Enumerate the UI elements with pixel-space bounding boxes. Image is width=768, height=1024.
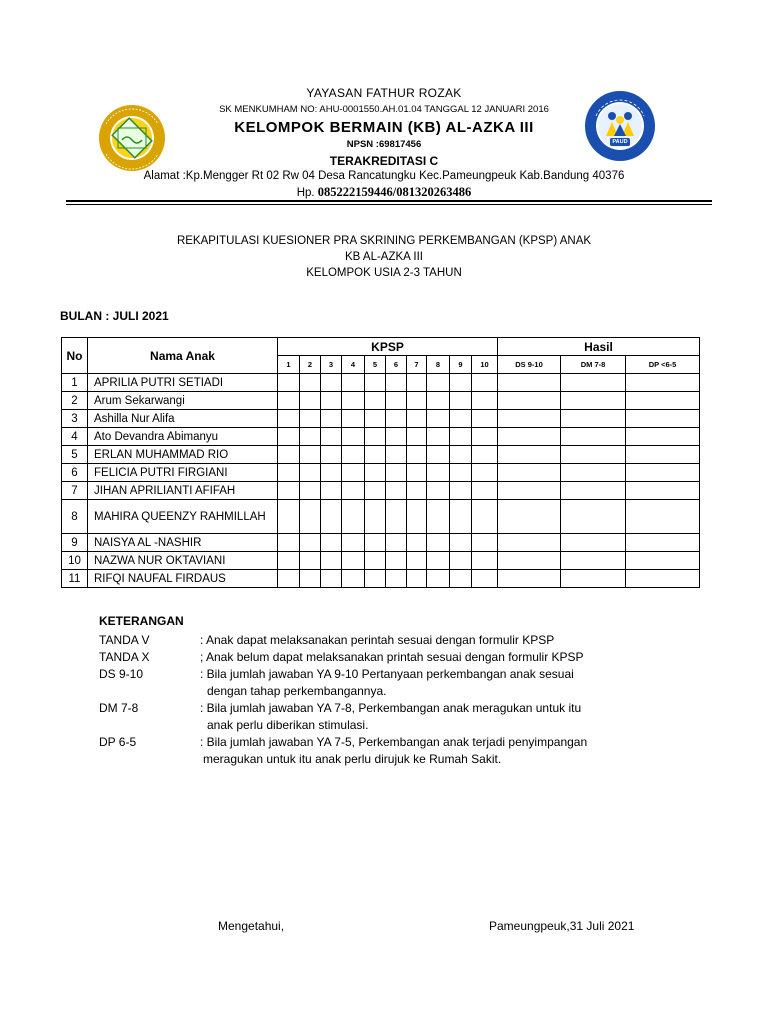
kpsp-cell — [472, 374, 498, 392]
kpsp-cell — [450, 410, 472, 428]
kpsp-cell — [342, 482, 365, 500]
kpsp-cell — [407, 552, 427, 570]
table-row — [62, 500, 700, 534]
hasil-dp: DP <6-5 — [626, 356, 700, 374]
kpsp-cell — [278, 500, 300, 534]
table-row — [62, 446, 700, 464]
hasil-cell — [626, 374, 700, 392]
note-text-continued: meragukan untuk itu anak perlu dirujuk ke Rumah Sakit. — [203, 752, 502, 766]
hasil-cell — [498, 482, 561, 500]
hasil-cell — [561, 410, 626, 428]
kpsp-cell — [278, 552, 300, 570]
note-label: DS 9-10 — [99, 667, 144, 681]
hasil-cell — [561, 392, 626, 410]
kpsp-cell — [321, 410, 342, 428]
kpsp-cell — [407, 500, 427, 534]
hasil-dm: DM 7-8 — [561, 356, 626, 374]
kpsp-cell — [450, 446, 472, 464]
header-divider-thin — [66, 204, 712, 205]
hasil-cell — [561, 534, 626, 552]
row-number: 5 — [62, 446, 88, 464]
note-text: : Anak dapat melaksanakan perintah sesuai dengan formulir KPSP — [200, 633, 555, 647]
hasil-cell — [626, 464, 700, 482]
note-item — [99, 700, 659, 734]
table-row — [62, 464, 700, 482]
kpsp-cell — [427, 464, 450, 482]
note-item — [99, 649, 659, 666]
kpsp-cell — [300, 482, 321, 500]
kpsp-cell — [407, 534, 427, 552]
child-name: ERLAN MUHAMMAD RIO — [88, 446, 278, 464]
note-text: : Bila jumlah jawaban YA 9-10 Pertanyaan perkembangan anak sesuai — [200, 667, 574, 681]
kpsp-cell — [450, 570, 472, 588]
kpsp-number: 1 — [278, 356, 300, 374]
kpsp-cell — [278, 482, 300, 500]
kpsp-cell — [450, 428, 472, 446]
kpsp-cell — [365, 500, 386, 534]
kpsp-cell — [300, 428, 321, 446]
hasil-cell — [561, 464, 626, 482]
child-name: NAISYA AL -NASHIR — [88, 534, 278, 552]
kpsp-cell — [278, 392, 300, 410]
note-text: ; Anak belum dapat melaksanakan printah sesuai dengan formulir KPSP — [200, 650, 584, 664]
hasil-cell — [561, 446, 626, 464]
row-number: 7 — [62, 482, 88, 500]
table-row — [62, 410, 700, 428]
place-date: Pameungpeuk,31 Juli 2021 — [489, 919, 635, 933]
kpsp-cell — [407, 482, 427, 500]
kpsp-cell — [386, 428, 407, 446]
kpsp-cell — [278, 446, 300, 464]
kpsp-cell — [342, 446, 365, 464]
kpsp-cell — [300, 464, 321, 482]
kpsp-cell — [472, 482, 498, 500]
kpsp-cell — [365, 534, 386, 552]
doc-subtitle: KB AL-AZKA III — [345, 251, 423, 263]
kpsp-cell — [342, 500, 365, 534]
school-logo — [92, 104, 172, 172]
kpsp-cell — [342, 534, 365, 552]
paud-badge: PAUD — [612, 139, 628, 145]
kpsp-cell — [450, 374, 472, 392]
kpsp-cell — [300, 446, 321, 464]
hasil-cell — [626, 428, 700, 446]
hasil-cell — [626, 552, 700, 570]
hasil-cell — [498, 534, 561, 552]
kpsp-cell — [300, 410, 321, 428]
kpsp-cell — [450, 500, 472, 534]
phone-label: Hp. — [296, 187, 318, 199]
kpsp-cell — [342, 374, 365, 392]
kpsp-cell — [427, 534, 450, 552]
kpsp-cell — [386, 446, 407, 464]
note-item — [99, 666, 659, 700]
kpsp-cell — [407, 428, 427, 446]
hasil-cell — [498, 392, 561, 410]
kpsp-cell — [321, 374, 342, 392]
kpsp-cell — [342, 392, 365, 410]
note-item — [99, 734, 659, 768]
child-name: Ashilla Nur Alifa — [88, 410, 278, 428]
hasil-cell — [626, 534, 700, 552]
kpsp-cell — [386, 464, 407, 482]
kpsp-cell — [407, 446, 427, 464]
table-row — [62, 534, 700, 552]
kpsp-cell — [321, 482, 342, 500]
npsn: NPSN :69817456 — [346, 139, 422, 150]
note-text: : Bila jumlah jawaban YA 7-8, Perkembangan anak meragukan untuk itu — [200, 701, 582, 715]
child-name: MAHIRA QUEENZY RAHMILLAH — [88, 500, 278, 534]
kpsp-cell — [365, 570, 386, 588]
kpsp-cell — [450, 392, 472, 410]
kpsp-cell — [472, 534, 498, 552]
kpsp-cell — [365, 446, 386, 464]
kpsp-cell — [472, 428, 498, 446]
kpsp-cell — [386, 570, 407, 588]
kpsp-cell — [365, 410, 386, 428]
kpsp-cell — [342, 552, 365, 570]
kpsp-cell — [386, 392, 407, 410]
table-row — [62, 482, 700, 500]
decree-number: SK MENKUMHAM NO: AHU-0001550.AH.01.04 TANGGAL 12 JANUARI 2016 — [219, 104, 549, 115]
accreditation: TERAKREDITASI C — [329, 154, 439, 168]
hasil-cell — [561, 552, 626, 570]
kpsp-cell — [300, 392, 321, 410]
kpsp-cell — [472, 464, 498, 482]
kpsp-cell — [321, 428, 342, 446]
kpsp-cell — [365, 552, 386, 570]
hasil-cell — [561, 570, 626, 588]
kpsp-cell — [407, 374, 427, 392]
note-label: DM 7-8 — [99, 701, 139, 715]
school-phone — [0, 185, 768, 200]
kpsp-cell — [321, 534, 342, 552]
note-text: : Bila jumlah jawaban YA 7-5, Perkembangan anak terjadi penyimpangan — [200, 735, 588, 749]
child-name: FELICIA PUTRI FIRGIANI — [88, 464, 278, 482]
row-number: 2 — [62, 392, 88, 410]
child-name: Ato Devandra Abimanyu — [88, 428, 278, 446]
col-kpsp-header: KPSP — [278, 338, 498, 356]
col-no-header: No — [62, 338, 88, 374]
kpsp-cell — [300, 570, 321, 588]
kpsp-cell — [427, 500, 450, 534]
kpsp-cell — [386, 534, 407, 552]
kpsp-cell — [427, 482, 450, 500]
kpsp-cell — [321, 570, 342, 588]
note-item — [99, 632, 659, 649]
row-number: 4 — [62, 428, 88, 446]
kpsp-cell — [342, 410, 365, 428]
kpsp-cell — [300, 500, 321, 534]
kpsp-cell — [278, 374, 300, 392]
kpsp-cell — [342, 428, 365, 446]
school-name: KELOMPOK BERMAIN (KB) AL-AZKA III — [234, 119, 534, 136]
kpsp-cell — [427, 392, 450, 410]
kpsp-cell — [365, 428, 386, 446]
hasil-cell — [561, 374, 626, 392]
hasil-cell — [498, 570, 561, 588]
row-number: 6 — [62, 464, 88, 482]
kpsp-cell — [300, 534, 321, 552]
kpsp-cell — [365, 464, 386, 482]
kpsp-cell — [278, 534, 300, 552]
school-address: Alamat :Kp.Mengger Rt 02 Rw 04 Desa Rancatungku Kec.Pameungpeuk Kab.Bandung 40376 — [143, 170, 625, 182]
kpsp-cell — [472, 552, 498, 570]
phone-number: 085222159446/081320263486 — [317, 185, 472, 199]
kpsp-cell — [407, 392, 427, 410]
col-hasil-header: Hasil — [498, 338, 700, 356]
kpsp-cell — [407, 410, 427, 428]
note-label: TANDA V — [99, 633, 150, 647]
note-label: DP 6-5 — [99, 735, 137, 749]
kpsp-cell — [427, 428, 450, 446]
foundation-name: YAYASAN FATHUR ROZAK — [306, 86, 462, 100]
hasil-cell — [626, 446, 700, 464]
kpsp-cell — [450, 464, 472, 482]
hasil-cell — [626, 410, 700, 428]
row-number: 9 — [62, 534, 88, 552]
kpsp-cell — [278, 464, 300, 482]
hasil-cell — [626, 482, 700, 500]
row-number: 10 — [62, 552, 88, 570]
kpsp-cell — [407, 570, 427, 588]
doc-title: REKAPITULASI KUESIONER PRA SKRINING PERKEMBANGAN (KPSP) ANAK — [176, 235, 592, 247]
note-text-continued: anak perlu diberikan stimulasi. — [207, 718, 369, 732]
kpsp-cell — [386, 410, 407, 428]
notes-heading: KETERANGAN — [99, 614, 184, 628]
kpsp-cell — [365, 482, 386, 500]
kpsp-cell — [472, 570, 498, 588]
kpsp-number: 7 — [407, 356, 427, 374]
kpsp-cell — [321, 392, 342, 410]
table-row — [62, 374, 700, 392]
doc-age-group: KELOMPOK USIA 2-3 TAHUN — [306, 267, 462, 279]
hasil-cell — [498, 446, 561, 464]
kpsp-number: 3 — [321, 356, 342, 374]
kpsp-cell — [450, 482, 472, 500]
kpsp-number: 2 — [300, 356, 321, 374]
kpsp-cell — [450, 552, 472, 570]
kpsp-cell — [278, 410, 300, 428]
kpsp-cell — [386, 552, 407, 570]
hasil-cell — [626, 500, 700, 534]
kpsp-cell — [450, 534, 472, 552]
hasil-cell — [498, 500, 561, 534]
hasil-cell — [561, 428, 626, 446]
kpsp-cell — [300, 552, 321, 570]
paud-logo — [584, 90, 656, 162]
kpsp-cell — [365, 392, 386, 410]
kpsp-cell — [427, 410, 450, 428]
kpsp-cell — [386, 482, 407, 500]
kpsp-cell — [427, 446, 450, 464]
table-row — [62, 570, 700, 588]
table-row — [62, 428, 700, 446]
hasil-cell — [498, 410, 561, 428]
kpsp-cell — [342, 464, 365, 482]
kpsp-cell — [427, 374, 450, 392]
kpsp-cell — [300, 374, 321, 392]
kpsp-cell — [365, 374, 386, 392]
note-text-continued: dengan tahap perkembangannya. — [207, 684, 387, 698]
child-name: RIFQI NAUFAL FIRDAUS — [88, 570, 278, 588]
child-name: NAZWA NUR OKTAVIANI — [88, 552, 278, 570]
kpsp-number: 6 — [386, 356, 407, 374]
hasil-cell — [498, 428, 561, 446]
report-month: BULAN : JULI 2021 — [60, 309, 169, 323]
row-number: 3 — [62, 410, 88, 428]
kpsp-cell — [321, 464, 342, 482]
header-divider — [66, 200, 712, 202]
child-name: Arum Sekarwangi — [88, 392, 278, 410]
kpsp-number: 8 — [427, 356, 450, 374]
kpsp-cell — [472, 410, 498, 428]
kpsp-table — [61, 337, 700, 588]
table-row — [62, 552, 700, 570]
kpsp-cell — [342, 570, 365, 588]
kpsp-cell — [386, 374, 407, 392]
row-number: 8 — [62, 500, 88, 534]
kpsp-cell — [386, 500, 407, 534]
kpsp-cell — [278, 570, 300, 588]
kpsp-cell — [472, 446, 498, 464]
kpsp-cell — [472, 392, 498, 410]
kpsp-cell — [321, 500, 342, 534]
hasil-cell — [498, 374, 561, 392]
row-number: 11 — [62, 570, 88, 588]
hasil-cell — [626, 392, 700, 410]
hasil-cell — [626, 570, 700, 588]
acknowledged-label: Mengetahui, — [218, 919, 285, 933]
row-number: 1 — [62, 374, 88, 392]
kpsp-number: 5 — [365, 356, 386, 374]
kpsp-cell — [321, 552, 342, 570]
kpsp-cell — [472, 500, 498, 534]
col-name-header: Nama Anak — [88, 338, 278, 374]
child-name: JIHAN APRILIANTI AFIFAH — [88, 482, 278, 500]
kpsp-number: 9 — [450, 356, 472, 374]
hasil-cell — [498, 464, 561, 482]
hasil-cell — [561, 482, 626, 500]
child-name: APRILIA PUTRI SETIADI — [88, 374, 278, 392]
note-label: TANDA X — [99, 650, 150, 664]
kpsp-number: 10 — [472, 356, 498, 374]
kpsp-cell — [321, 446, 342, 464]
kpsp-cell — [427, 570, 450, 588]
hasil-cell — [561, 500, 626, 534]
table-row — [62, 392, 700, 410]
hasil-ds: DS 9-10 — [498, 356, 561, 374]
kpsp-cell — [427, 552, 450, 570]
kpsp-number: 4 — [342, 356, 365, 374]
kpsp-cell — [278, 428, 300, 446]
kpsp-cell — [407, 464, 427, 482]
hasil-cell — [498, 552, 561, 570]
